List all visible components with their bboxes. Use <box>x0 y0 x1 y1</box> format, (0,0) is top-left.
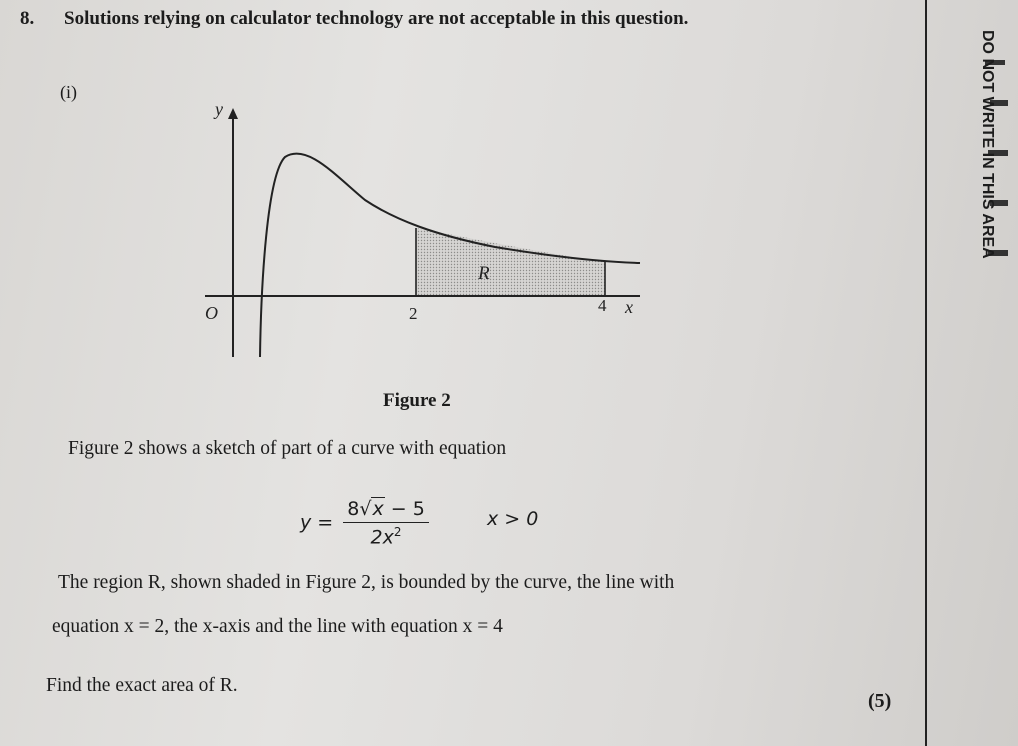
numerator-tail: − 5 <box>384 498 425 520</box>
domain-condition: x > 0 <box>487 508 539 530</box>
y-axis-arrow <box>228 108 238 119</box>
region-r-shading <box>416 228 605 296</box>
y-axis-label: y <box>215 99 223 119</box>
sqrt-symbol: √ <box>359 498 372 520</box>
numerator-coeff: 8 <box>347 498 360 520</box>
equation-denominator <box>343 523 429 548</box>
tick-label-2: 2 <box>409 304 418 323</box>
part-label: (i) <box>60 82 77 102</box>
tick-label-4: 4 <box>598 296 607 315</box>
figure-2-sketch <box>195 95 655 365</box>
region-description-line-1: The region R, shown shaded in Figure 2, is bounded by the curve, the line with <box>58 572 675 593</box>
denominator-exponent: 2 <box>393 525 402 539</box>
origin-label: O <box>205 303 218 323</box>
equation-lhs: y = <box>300 511 334 534</box>
region-description-line-2: equation x = 2, the x-axis and the line with equation x = 4 <box>52 616 503 637</box>
intro-text: Figure 2 shows a sketch of part of a curve with equation <box>68 438 507 459</box>
region-label: R <box>478 263 490 284</box>
sqrt-argument: x <box>372 498 384 520</box>
margin-warning <box>940 30 1018 330</box>
margin-warning-text: DO NOT WRITE IN THIS AREA <box>979 30 996 259</box>
margin-border-line <box>925 0 927 746</box>
equation-numerator <box>343 498 429 523</box>
equation-fraction <box>343 498 429 548</box>
marks-label: (5) <box>868 690 892 712</box>
curve-equation <box>300 498 433 548</box>
task-instruction: Find the exact area of R. <box>46 675 238 696</box>
question-number: 8. <box>20 8 35 29</box>
question-header: Solutions relying on calculator technology are not acceptable in this question. <box>64 8 689 29</box>
x-axis-label: x <box>625 297 633 317</box>
denominator-base: 2x <box>370 526 394 549</box>
figure-caption: Figure 2 <box>383 390 451 411</box>
